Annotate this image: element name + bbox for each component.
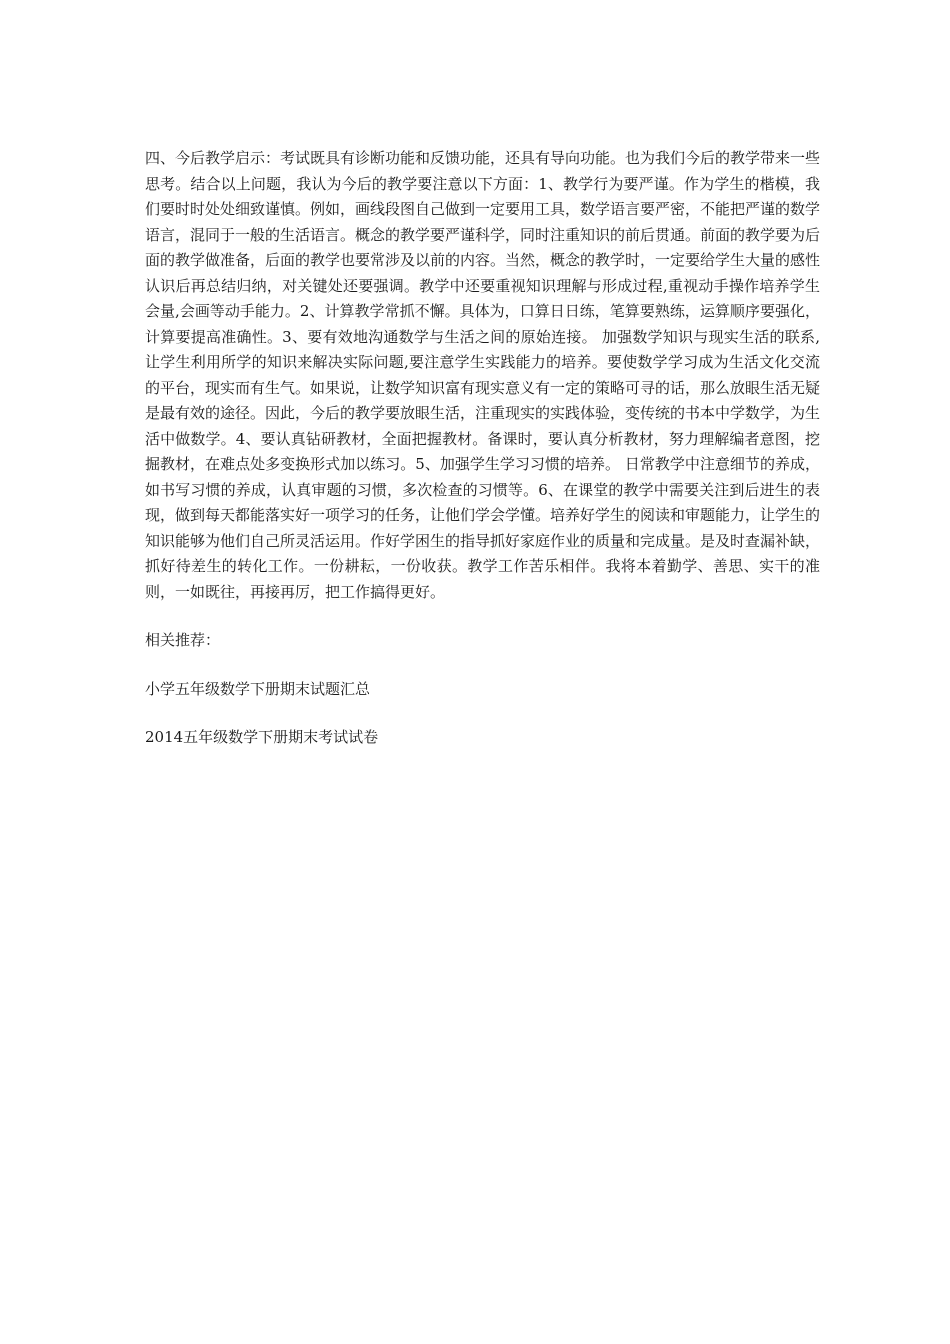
related-link-2[interactable]: 2014五年级数学下册期末考试试卷 <box>145 728 379 746</box>
related-links-list <box>145 677 820 751</box>
body-paragraph: 四、今后教学启示：考试既具有诊断功能和反馈功能，还具有导向功能。也为我们今后的教学带来一些思考。结合以上问题，我认为今后的教学要注意以下方面：1、教学行为要严谨。作为学生的楷模，我们要时时处处细致谨慎。例如，画线段图自己做到一定要用工具，数学语言要严密，不能把严谨的数学语言，混同于一般的生活语言。概念的教学要严谨科学，同时注重知识的前后贯通。前面的教学要为后面的教学做准备，后面的教学也要常涉及以前的内容。当然，概念的教学时，一定要给学生大量的感性认识后再总结归纳，对关键处还要强调。教学中还要重视知识理解与形成过程,重视动手操作培养学生会量,会画等动手能力。2、计算教学常抓不懈。具体为，口算日日练，笔算要熟练，运算顺序要强化，计算要提高准确性。3、要有效地沟通数学与生活之间的原始连接。 加强数学知识与现实生活的联系,让学生利用所学的知识来解决实际问题,要注意学生实践能力的培养。要使数学学习成为生活文化交流的平台，现实而有生气。如果说，让数学知识富有现实意义有一定的策略可寻的话，那么放眼生活无疑是最有效的途径。因此，今后的教学要放眼生活，注重现实的实践体验，变传统的书本中学数学，为生活中做数学。4、要认真钻研教材，全面把握教材。备课时，要认真分析教材，努力理解编者意图，挖掘教材，在难点处多变换形式加以练习。5、加强学生学习习惯的培养。 日常教学中注意细节的养成，如书写习惯的养成，认真审题的习惯，多次检查的习惯等。6、在课堂的教学中需要关注到后进生的表现，做到每天都能落实好一项学习的任务，让他们学会学懂。培养好学生的阅读和审题能力，让学生的知识能够为他们自己所灵活运用。作好学困生的指导抓好家庭作业的质量和完成量。是及时查漏补缺，抓好待差生的转化工作。一份耕耘，一份收获。教学工作苦乐相伴。我将本着勤学、善思、实干的准则，一如既往，再接再厉，把工作搞得更好。 <box>145 149 821 601</box>
related-recommendations-label: 相关推荐： <box>145 631 221 649</box>
document-content <box>145 146 820 751</box>
related-link-1[interactable]: 小学五年级数学下册期末试题汇总 <box>145 679 371 698</box>
